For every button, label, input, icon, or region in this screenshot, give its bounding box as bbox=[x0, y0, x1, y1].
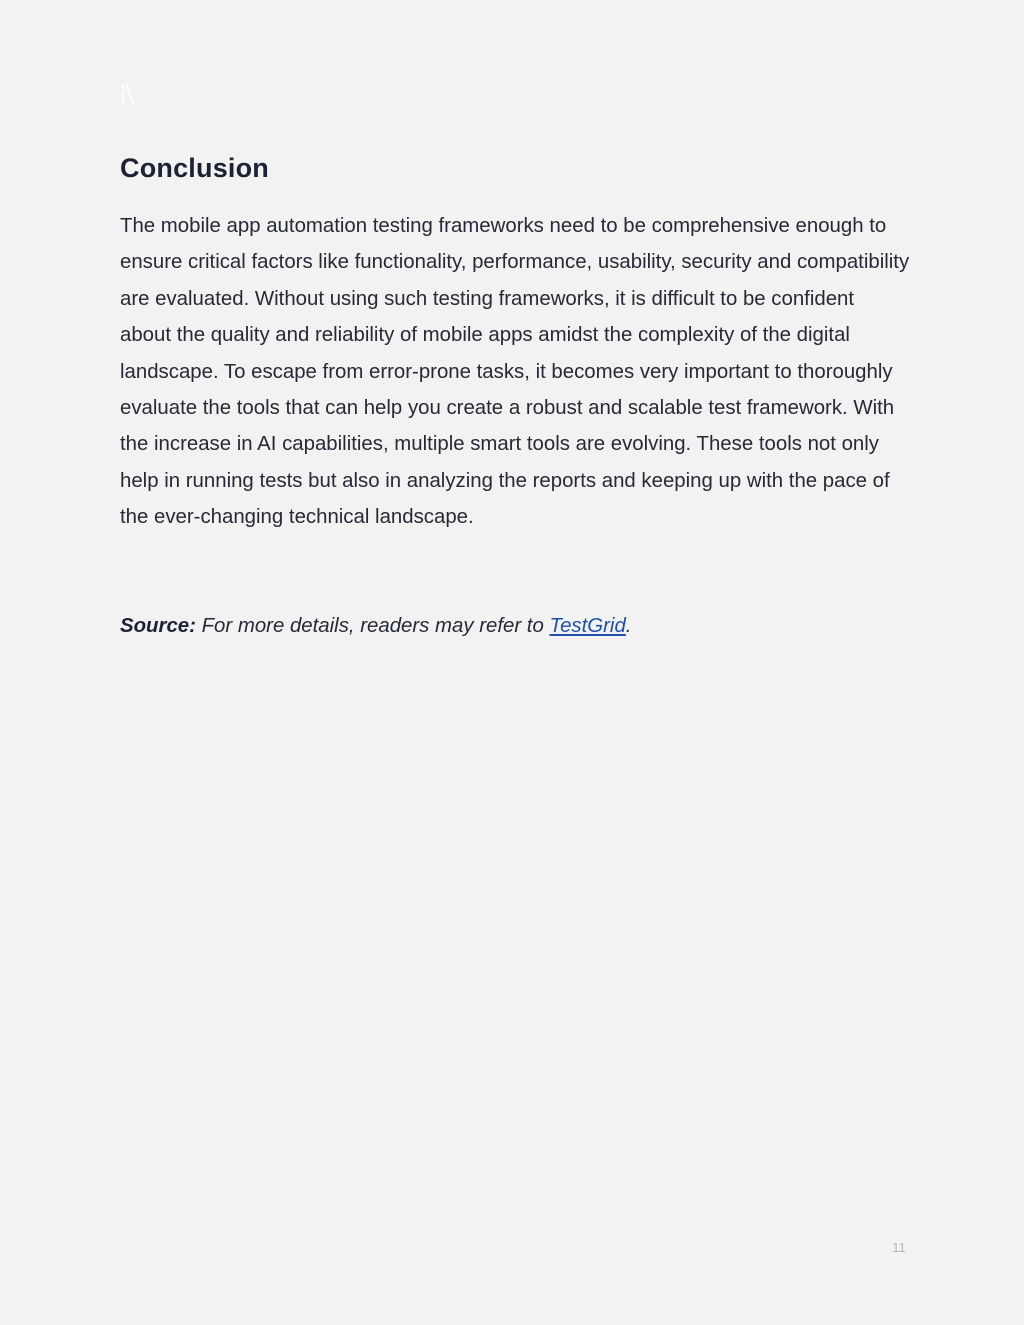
testgrid-link[interactable]: TestGrid bbox=[549, 615, 626, 637]
publisher-logo-icon bbox=[120, 82, 140, 108]
section-heading: Conclusion bbox=[120, 153, 269, 183]
source-label: Source: bbox=[120, 615, 196, 637]
page-number: 11 bbox=[892, 1240, 906, 1255]
source-text: For more details, readers may refer to bbox=[195, 615, 550, 637]
conclusion-paragraph: The mobile app automation testing frameworks need to be comprehensive enough to ensure critical factors like functionality, performance, usability, security and compatibility are evaluated. Without using such testing frameworks, it is difficult to be confident about the quality and reliability of mobile apps amidst the complexity of the digital landscape. To escape from error-prone tasks, it becomes very important to thoroughly evaluate the tools that can help you create a robust and scalable test framework. With the increase in AI capabilities, multiple smart tools are evolving. These tools not only help in running tests but also in analyzing the reports and keeping up with the pace of the ever-changing technical landscape. bbox=[120, 215, 910, 529]
source-citation bbox=[120, 608, 910, 644]
source-end: . bbox=[625, 615, 632, 637]
